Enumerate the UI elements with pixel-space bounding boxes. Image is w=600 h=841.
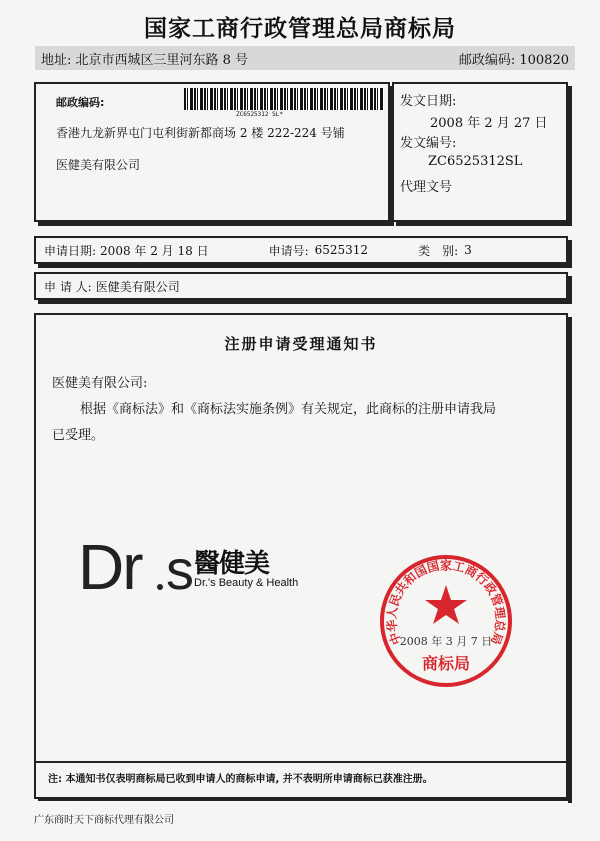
notice-title: 注册申请受理通知书 <box>224 335 378 353</box>
logo-chinese-name: 醫健美 <box>194 549 270 579</box>
trademark-logo <box>76 523 299 603</box>
doc-no-label: 发文编号: <box>400 136 457 151</box>
shadow <box>568 317 572 803</box>
shadow <box>38 797 572 801</box>
shadow <box>38 300 572 304</box>
seal-date: 2008 年 3 月 7 日 <box>399 635 493 648</box>
applicant-label: 申 请 人: <box>44 279 92 294</box>
application-info-row <box>34 236 568 264</box>
agency-name: 广东商时天下商标代理有限公司 <box>34 815 174 826</box>
issue-info-box <box>392 82 568 222</box>
seal-arc-text: 中华人民共和国国家工商行政管理总局 <box>384 558 508 647</box>
app-number-value: 6525312 <box>314 243 369 257</box>
recipient-box <box>34 82 390 222</box>
agent-ref-label: 代理文号 <box>400 180 453 195</box>
app-number-label: 申请号: <box>268 243 309 258</box>
seal-bottom-text: 商标局 <box>421 654 470 673</box>
office-postcode: 邮政编码: 100820 <box>458 52 569 68</box>
official-seal <box>376 551 516 691</box>
issue-date-label: 发文日期: <box>400 94 457 109</box>
svg-text:s: s <box>166 538 194 601</box>
app-class-value: 3 <box>464 243 472 257</box>
notice-body-line1: 根据《商标法》和《商标法实施条例》有关规定，此商标的注册申请我局 <box>80 402 497 417</box>
app-date-label: 申请日期: <box>44 243 97 258</box>
office-address: 地址: 北京市西城区三里河东路 8 号 <box>41 52 249 68</box>
logo-english-name: Dr.'s Beauty & Health <box>194 577 299 589</box>
shadow <box>568 86 572 226</box>
notice-salutation: 医健美有限公司: <box>52 376 148 391</box>
shadow <box>38 222 394 226</box>
barcode <box>184 88 384 110</box>
footer-divider <box>34 761 568 763</box>
app-date-value: 2008 年 2 月 18 日 <box>100 243 209 258</box>
doc-no-value: ZC6525312SL <box>428 154 523 169</box>
recipient-name: 医健美有限公司 <box>56 158 141 172</box>
footer-note: 注: 本通知书仅表明商标局已收到申请人的商标申请, 并不表明所申请商标已获准注册。 <box>48 774 433 785</box>
page-title: 国家工商行政管理总局商标局 <box>144 16 456 42</box>
applicant-value: 医健美有限公司 <box>95 279 180 294</box>
app-class-label: 类 别: <box>418 243 459 258</box>
shadow <box>396 222 572 226</box>
barcode-text: ZC6525312 SL* <box>236 111 283 118</box>
recipient-postcode-label: 邮政编码: <box>56 96 105 109</box>
address-bar <box>35 46 575 70</box>
notice-body-line2: 已受理。 <box>52 428 105 443</box>
issue-date-value: 2008 年 2 月 27 日 <box>430 116 548 131</box>
applicant-row <box>34 272 568 300</box>
notice-box <box>34 313 568 799</box>
recipient-address: 香港九龙新界屯门屯利街新都商场 2 楼 222-224 号铺 <box>56 126 345 140</box>
shadow <box>38 264 572 268</box>
svg-text:Dr: Dr <box>78 531 142 603</box>
